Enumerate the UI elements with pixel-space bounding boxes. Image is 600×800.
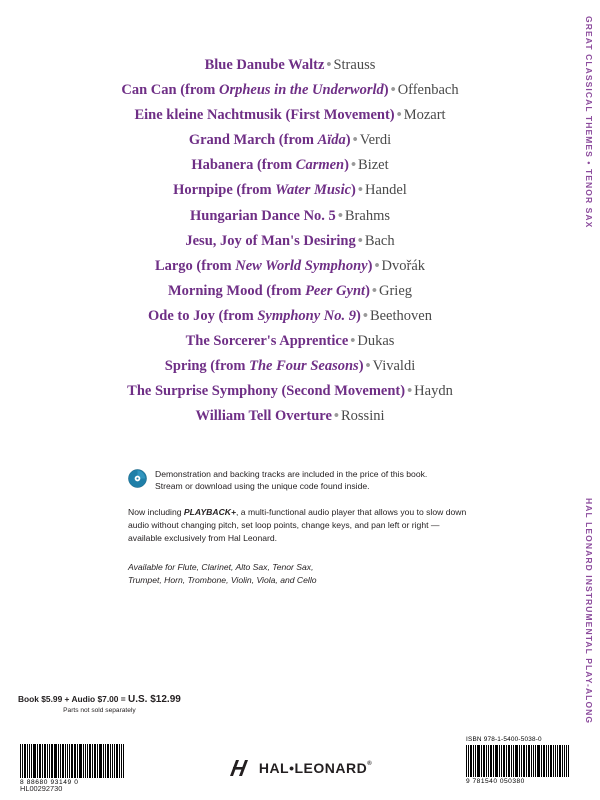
song-title-tail: )	[365, 282, 370, 299]
song-composer: Dvořák	[381, 257, 426, 274]
song-title-italic: Symphony No. 9	[257, 307, 357, 324]
separator-dot: •	[350, 157, 357, 174]
song-title-tail: )	[358, 358, 364, 375]
playback-intro: Now including	[128, 507, 184, 518]
song-title: The Surprise Symphony (Second Movement)	[127, 383, 406, 400]
list-item	[40, 409, 540, 424]
song-title: Hornpipe (from	[173, 182, 276, 199]
separator-dot: •	[333, 408, 339, 425]
separator-dot: •	[407, 383, 413, 400]
song-composer: Brahms	[344, 207, 390, 224]
song-composer: Handel	[364, 182, 407, 199]
separator-dot: •	[396, 107, 402, 124]
song-title-tail: )	[356, 307, 361, 324]
song-title-tail: )	[351, 182, 356, 199]
song-title-italic: Carmen	[295, 157, 345, 174]
song-title-tail: )	[345, 132, 351, 149]
song-title-italic: New World Symphony	[235, 257, 368, 274]
song-title: Largo (from	[154, 257, 236, 274]
hal-leonard-logo	[0, 758, 600, 778]
song-composer: Bizet	[358, 157, 389, 174]
song-title: Spring (from	[164, 358, 250, 375]
song-composer: Haydn	[414, 383, 453, 400]
list-item	[40, 309, 540, 324]
price-line	[18, 694, 181, 705]
song-title: William Tell Overture	[195, 408, 332, 425]
song-composer: Verdi	[359, 132, 392, 149]
list-item	[40, 284, 540, 299]
song-composer: Bach	[364, 232, 395, 249]
list-item	[40, 183, 540, 198]
song-composer: Offenbach	[397, 82, 459, 99]
song-composer: Beethoven	[369, 307, 432, 324]
list-item	[40, 259, 540, 274]
song-composer: Rossini	[340, 408, 385, 425]
song-title: Hungarian Dance No. 5	[189, 207, 336, 224]
separator-dot: •	[371, 282, 377, 299]
isbn-digits: 9 781540 050380	[466, 778, 525, 785]
audio-tracks-row	[128, 468, 468, 492]
disc-icon	[128, 469, 147, 488]
song-title: The Sorcerer's Apprentice	[185, 333, 349, 350]
song-composer: Strauss	[333, 57, 376, 73]
list-item	[40, 83, 540, 98]
song-title-italic: The Four Seasons	[249, 358, 359, 375]
separator-dot: •	[352, 132, 358, 149]
playback-plus-name: PLAYBACK+	[183, 507, 237, 518]
tracks-line-1: Demonstration and backing tracks are included in the price of this book.	[155, 469, 428, 479]
separator-dot: •	[357, 232, 363, 249]
info-block	[128, 468, 468, 595]
separator-dot: •	[365, 358, 371, 375]
song-composer: Vivaldi	[372, 358, 416, 375]
list-item	[40, 209, 540, 224]
separator-dot: •	[350, 333, 356, 350]
song-title-italic: Water Music	[275, 182, 352, 199]
separator-dot: •	[357, 182, 363, 199]
separator-dot: •	[326, 57, 332, 73]
song-title-italic: Aïda	[317, 132, 346, 149]
tracks-line-2: Stream or download using the unique code found inside.	[155, 481, 370, 492]
spine-title-text: GREAT CLASSICAL THEMES • TENOR SAX	[584, 16, 594, 229]
song-title: Habanera (from	[191, 157, 296, 174]
song-title-italic: Peer Gynt	[305, 282, 366, 299]
list-item	[40, 359, 540, 374]
upc-digits: 8 88680 93149 0	[20, 779, 79, 786]
hal-leonard-product-number: HL00292730	[20, 784, 63, 793]
song-title-italic: Orpheus in the Underworld	[218, 82, 384, 99]
separator-dot: •	[337, 207, 343, 224]
playback-rest: , a multi-functional audio player that allows you to slow down audio without changing pitch, set loop points, change keys, and pan left or right — available exclusively from Hal Leonard.	[128, 507, 467, 544]
song-composer: Dukas	[357, 333, 395, 350]
playback-plus-text	[128, 506, 468, 545]
list-item	[40, 158, 540, 173]
separator-dot: •	[390, 82, 396, 99]
song-title: Grand March (from	[188, 132, 318, 149]
separator-dot: •	[374, 257, 380, 274]
audio-tracks-text	[155, 468, 427, 492]
available-instruments-text	[128, 561, 468, 587]
spine-series-text: HAL LEONARD INSTRUMENTAL PLAY-ALONG	[584, 498, 594, 725]
available-line-1: Available for Flute, Clarinet, Alto Sax, Tenor Sax,	[128, 562, 314, 573]
list-item	[40, 234, 540, 249]
song-composer: Mozart	[403, 107, 446, 124]
price-note: Parts not sold separately	[63, 707, 136, 714]
song-title: Morning Mood (from	[167, 282, 306, 299]
song-title-tail: )	[367, 257, 373, 274]
registered-mark: ®	[367, 761, 373, 768]
song-title: Blue Danube Waltz	[204, 57, 325, 73]
list-item	[40, 384, 540, 399]
song-title: Jesu, Joy of Man's Desiring	[185, 232, 356, 249]
song-list	[40, 58, 540, 434]
list-item	[40, 133, 540, 148]
hal-leonard-wordmark: HAL•LEONARD	[258, 760, 368, 776]
price-us: U.S. $12.99	[128, 694, 181, 705]
song-title: Eine kleine Nachtmusik (First Movement)	[134, 107, 395, 124]
song-title-tail: )	[344, 157, 349, 174]
song-title-tail: )	[383, 82, 389, 99]
price-block	[18, 694, 181, 714]
separator-dot: •	[362, 307, 368, 324]
price-components: Book $5.99 + Audio $7.00 =	[18, 694, 129, 704]
song-composer: Grieg	[378, 282, 412, 299]
song-title: Ode to Joy (from	[148, 307, 258, 324]
list-item	[40, 334, 540, 349]
isbn-label: ISBN 978-1-5400-5038-0	[466, 736, 542, 743]
available-line-2: Trumpet, Horn, Trombone, Violin, Viola, and Cello	[128, 574, 317, 585]
hal-leonard-mark-icon	[228, 758, 250, 778]
song-title: Can Can (from	[121, 82, 219, 99]
list-item	[40, 108, 540, 123]
list-item	[40, 58, 540, 73]
